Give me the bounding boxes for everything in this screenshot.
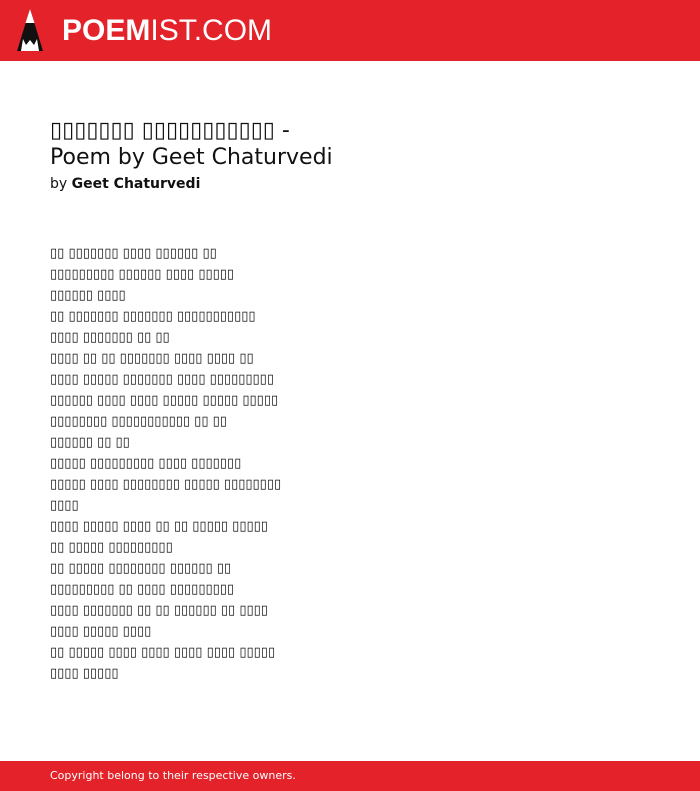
poem-line: ▯▯▯▯▯ ▯▯▯▯ ▯▯▯▯▯▯▯▯ ▯▯▯▯▯ ▯▯▯▯▯▯▯▯ bbox=[50, 477, 282, 492]
site-logo-text[interactable] bbox=[62, 11, 272, 51]
brand-light: IST.COM bbox=[150, 14, 273, 47]
poem-line: ▯▯▯▯ ▯▯▯▯▯▯▯ ▯▯ ▯▯ bbox=[50, 330, 170, 345]
poem-line: ▯▯ ▯▯▯▯▯▯▯ ▯▯▯▯ ▯▯▯▯▯▯ ▯▯ bbox=[50, 246, 217, 261]
poem-line: ▯▯▯▯ ▯▯▯▯▯ ▯▯▯▯ ▯▯ ▯▯ ▯▯▯▯▯ ▯▯▯▯▯ bbox=[50, 519, 268, 534]
poem-line: ▯▯▯▯ ▯▯ ▯▯ ▯▯▯▯▯▯▯ ▯▯▯▯ ▯▯▯▯ ▯▯ bbox=[50, 351, 254, 366]
poem-title-line-2: Poem by Geet Chaturvedi bbox=[50, 145, 333, 170]
poem-line: ▯▯ ▯▯▯▯▯ ▯▯▯▯▯▯▯▯ ▯▯▯▯▯▯ ▯▯ bbox=[50, 561, 232, 576]
brand-bold: POEM bbox=[62, 14, 151, 47]
site-header bbox=[0, 0, 700, 61]
byline bbox=[50, 174, 200, 194]
poem-line: ▯▯▯▯ ▯▯▯▯▯▯▯ ▯▯ ▯▯ ▯▯▯▯▯▯ ▯▯ ▯▯▯▯ bbox=[50, 603, 268, 618]
poem-line: ▯▯▯▯ ▯▯▯▯▯ bbox=[50, 666, 119, 681]
poem-title-line-1: ▯▯▯▯▯▯▯ ▯▯▯▯▯▯▯▯▯▯▯ - bbox=[50, 118, 290, 143]
poem-line: ▯▯▯▯ bbox=[50, 498, 79, 513]
poem-line: ▯▯▯▯ ▯▯▯▯▯ ▯▯▯▯▯▯▯ ▯▯▯▯ ▯▯▯▯▯▯▯▯▯ bbox=[50, 372, 274, 387]
site-footer bbox=[0, 761, 700, 791]
by-label: by bbox=[50, 176, 68, 192]
poem-line: ▯▯▯▯▯▯ ▯▯▯▯ ▯▯▯▯ ▯▯▯▯▯ ▯▯▯▯▯ ▯▯▯▯▯ bbox=[50, 393, 279, 408]
poem-line: ▯▯ ▯▯▯▯▯▯▯ ▯▯▯▯▯▯▯ ▯▯▯▯▯▯▯▯▯▯▯ bbox=[50, 309, 256, 324]
poem-line: ▯▯▯▯▯▯▯▯▯ ▯▯▯▯▯▯ ▯▯▯▯ ▯▯▯▯▯ bbox=[50, 267, 235, 282]
poem-title bbox=[50, 117, 650, 171]
poem-line: ▯▯▯▯▯▯ ▯▯ ▯▯ bbox=[50, 435, 130, 450]
author-name: Geet Chaturvedi bbox=[71, 176, 201, 192]
poem-line: ▯▯ ▯▯▯▯▯ ▯▯▯▯ ▯▯▯▯ ▯▯▯▯ ▯▯▯▯ ▯▯▯▯▯ bbox=[50, 645, 276, 660]
poem-line: ▯▯▯▯▯ ▯▯▯▯▯▯▯▯▯ ▯▯▯▯ ▯▯▯▯▯▯▯ bbox=[50, 456, 242, 471]
pencil-icon[interactable] bbox=[17, 9, 43, 51]
poem-line: ▯▯▯▯ ▯▯▯▯▯ ▯▯▯▯ bbox=[50, 624, 152, 639]
copyright-text: Copyright belong to their respective owners. bbox=[50, 769, 296, 782]
poem-body bbox=[50, 243, 650, 684]
poem-line: ▯▯▯▯▯▯ ▯▯▯▯ bbox=[50, 288, 126, 303]
poem-line: ▯▯▯▯▯▯▯▯▯ ▯▯ ▯▯▯▯ ▯▯▯▯▯▯▯▯▯ bbox=[50, 582, 235, 597]
poem-line: ▯▯ ▯▯▯▯▯ ▯▯▯▯▯▯▯▯▯ bbox=[50, 540, 173, 555]
poem-line: ▯▯▯▯▯▯▯▯ ▯▯▯▯▯▯▯▯▯▯▯ ▯▯ ▯▯ bbox=[50, 414, 227, 429]
